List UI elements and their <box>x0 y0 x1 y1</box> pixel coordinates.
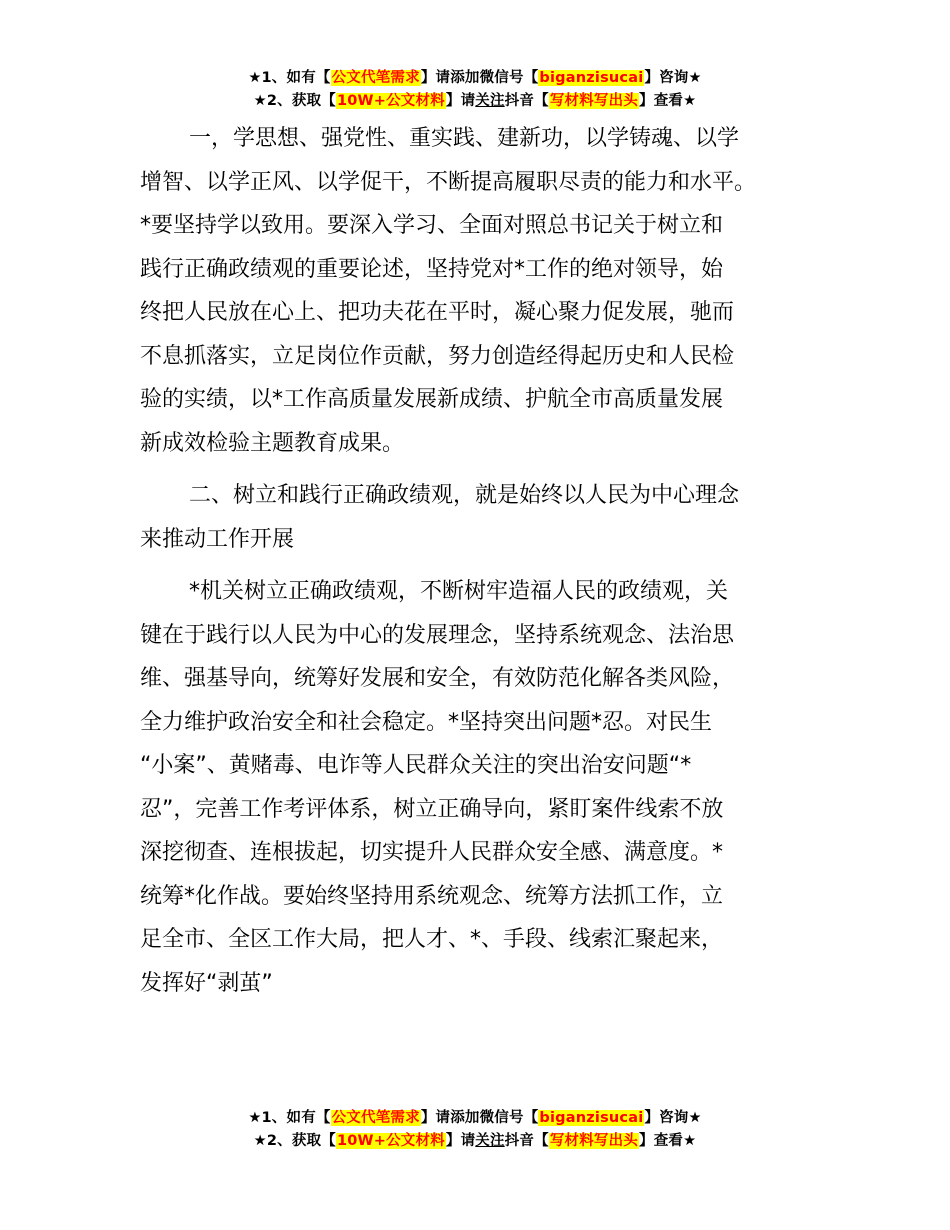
text-line: 足全市、全区工作大局，把人才、*、手段、线索汇聚起来， <box>140 927 724 952</box>
footer-banner <box>0 1107 950 1153</box>
banner-text: 抖音【 <box>504 93 549 109</box>
douyin-account-highlight: 写材料写出头 <box>549 93 639 109</box>
text-line: 发挥好“剥茧” <box>140 970 273 996</box>
paragraph-1 <box>140 117 820 465</box>
text-line: 来推动工作开展 <box>140 526 295 552</box>
header-banner <box>0 67 950 113</box>
banner-text: 】请添加微信号【 <box>420 70 539 86</box>
highlight-text: 10W+公文材料 <box>336 93 445 109</box>
banner-text: ★2、获取【 <box>253 93 336 109</box>
text-line: 全力维护政治安全和社会稳定。*坚持突出问题*忍。对民生 <box>140 709 713 735</box>
paragraph-2-heading <box>140 474 820 561</box>
text-line: “小案”、黄赌毒、电诈等人民群众关注的突出治安问题“* <box>140 753 692 778</box>
banner-text: 抖音【 <box>504 1133 549 1149</box>
highlight-text: 10W+公文材料 <box>336 1133 445 1149</box>
banner-text: 】查看★ <box>639 1133 697 1149</box>
text-line: 验的实绩，以*工作高质量发展新成绩、护航全市高质量发展 <box>140 387 724 412</box>
text-line: 键在于践行以人民为中心的发展理念，坚持系统观念、法治思 <box>140 622 735 648</box>
text-line: 二、树立和践行正确政绩观，就是始终以人民为中心理念 <box>189 483 740 508</box>
banner-text: 】请添加微信号【 <box>420 1110 539 1126</box>
underlined-text: 关注 <box>475 93 505 109</box>
text-line: 终把人民放在心上、把功夫花在平时，凝心聚力促发展，驰而 <box>140 300 735 325</box>
document-body <box>140 117 820 1005</box>
text-line: 维、强基导向，统筹好发展和安全，有效防范化解各类风险， <box>140 666 735 691</box>
banner-text: ★1、如有【 <box>248 1110 331 1126</box>
banner-text: ★2、获取【 <box>253 1133 336 1149</box>
banner-text: 】请 <box>445 93 476 109</box>
paragraph-3 <box>140 570 820 1005</box>
underlined-text: 关注 <box>475 1133 505 1149</box>
banner-line-1 <box>0 67 950 90</box>
text-line: 忍”，完善工作考评体系，树立正确导向，紧盯案件线索不放 <box>140 796 724 822</box>
banner-text: 】请 <box>445 1133 476 1149</box>
wechat-id-highlight: biganzisucai <box>539 70 644 86</box>
text-line: *要坚持学以致用。要深入学习、全面对照总书记关于树立和 <box>140 213 724 238</box>
text-line: 不息抓落实，立足岗位作贡献，努力创造经得起历史和人民检 <box>140 343 735 369</box>
text-line: 增智、以学正风、以学促干，不断提高履职尽责的能力和水平。 <box>140 169 757 195</box>
text-line: 践行正确政绩观的重要论述，坚持党对*工作的绝对领导，始 <box>140 256 724 282</box>
wechat-id-highlight: biganzisucai <box>539 1110 644 1126</box>
text-line: 新成效检验主题教育成果。 <box>140 430 405 456</box>
text-line: 统筹*化作战。要始终坚持用系统观念、统筹方法抓工作，立 <box>140 883 724 909</box>
banner-line-2 <box>0 1130 950 1153</box>
highlight-text: 公文代笔需求 <box>331 70 420 86</box>
text-line: 深挖彻查、连根拔起，切实提升人民群众安全感、满意度。* <box>140 840 724 865</box>
douyin-account-highlight: 写材料写出头 <box>549 1133 639 1149</box>
text-line: 一，学思想、强党性、重实践、建新功，以学铸魂、以学 <box>189 126 740 151</box>
banner-text: 】查看★ <box>639 93 697 109</box>
highlight-text: 公文代笔需求 <box>331 1110 420 1126</box>
banner-line-2 <box>0 90 950 113</box>
text-line: *机关树立正确政绩观，不断树牢造福人民的政绩观，关 <box>189 579 729 604</box>
banner-text: ★1、如有【 <box>248 70 331 86</box>
banner-text: 】咨询★ <box>644 70 702 86</box>
banner-text: 】咨询★ <box>644 1110 702 1126</box>
banner-line-1 <box>0 1107 950 1130</box>
